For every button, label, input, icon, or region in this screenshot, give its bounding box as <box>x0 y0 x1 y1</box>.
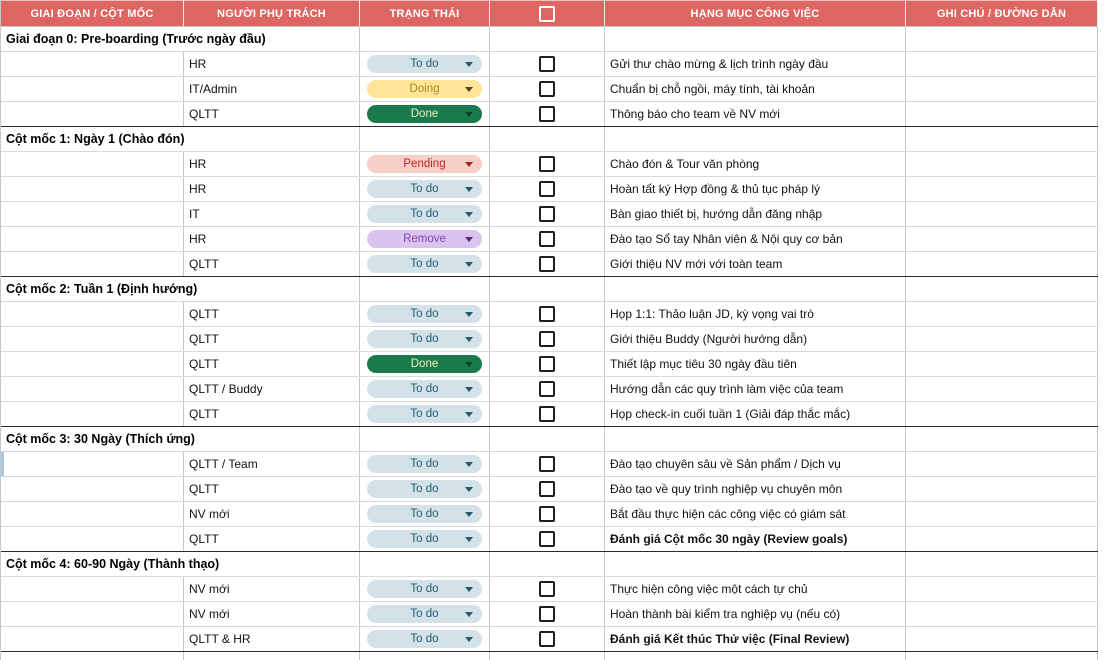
dropdown-arrow-icon <box>465 237 473 242</box>
status-pill[interactable] <box>367 230 482 248</box>
status-pill[interactable] <box>367 80 482 98</box>
owner-cell[interactable] <box>184 652 360 660</box>
task-cell[interactable] <box>605 552 906 576</box>
status-label: To do <box>410 208 439 220</box>
status-pill[interactable] <box>367 205 482 223</box>
owner-cell[interactable]: HR <box>184 152 360 176</box>
note-cell[interactable] <box>906 477 1098 501</box>
task-cell[interactable]: Thiết lập mục tiêu 30 ngày đầu tiên <box>605 352 906 376</box>
status-pill[interactable] <box>367 505 482 523</box>
phase-cell[interactable] <box>1 202 184 226</box>
dropdown-arrow-icon <box>465 312 473 317</box>
row-checkbox[interactable] <box>539 81 555 97</box>
row-checkbox[interactable] <box>539 406 555 422</box>
phase-cell[interactable] <box>1 452 184 476</box>
status-cell[interactable] <box>360 577 490 601</box>
task-row <box>1 402 1098 427</box>
owner-cell[interactable]: QLTT / Team <box>184 452 360 476</box>
checkbox-cell[interactable] <box>490 327 605 351</box>
phase-cell[interactable] <box>1 177 184 201</box>
section-row <box>1 426 1098 452</box>
note-cell[interactable] <box>906 302 1098 326</box>
section-row <box>1 126 1098 152</box>
status-pill[interactable] <box>367 580 482 598</box>
owner-cell[interactable]: QLTT <box>184 477 360 501</box>
status-pill[interactable] <box>367 405 482 423</box>
col-header-owner[interactable]: NGƯỜI PHỤ TRÁCH <box>184 0 360 26</box>
dropdown-arrow-icon <box>465 537 473 542</box>
section-title-cell[interactable]: Cột mốc 3: 30 Ngày (Thích ứng) <box>1 427 360 451</box>
rows-container <box>1 27 1098 652</box>
status-label: To do <box>410 408 439 420</box>
checkbox-cell[interactable] <box>490 602 605 626</box>
note-cell[interactable] <box>906 352 1098 376</box>
task-cell[interactable]: Họp check-in cuối tuần 1 (Giải đáp thắc mắc) <box>605 402 906 426</box>
owner-cell[interactable]: QLTT <box>184 352 360 376</box>
status-cell[interactable] <box>360 652 490 660</box>
status-cell[interactable] <box>360 502 490 526</box>
col-header-checkbox[interactable] <box>490 0 605 26</box>
note-cell[interactable] <box>906 252 1098 276</box>
phase-cell[interactable] <box>1 402 184 426</box>
task-row <box>1 627 1098 652</box>
status-cell[interactable] <box>360 402 490 426</box>
status-pill[interactable] <box>367 530 482 548</box>
dropdown-arrow-icon <box>465 487 473 492</box>
row-checkbox[interactable] <box>539 606 555 622</box>
task-cell[interactable]: Chào đón & Tour văn phòng <box>605 152 906 176</box>
status-pill[interactable] <box>367 305 482 323</box>
phase-cell[interactable] <box>1 502 184 526</box>
note-cell[interactable] <box>906 552 1098 576</box>
checkbox-cell[interactable] <box>490 227 605 251</box>
status-label: Doing <box>409 83 440 95</box>
task-cell[interactable]: Đánh giá Cột mốc 30 ngày (Review goals) <box>605 527 906 551</box>
task-cell[interactable]: Bàn giao thiết bị, hướng dẫn đăng nhập <box>605 202 906 226</box>
note-cell[interactable] <box>906 327 1098 351</box>
status-cell[interactable] <box>360 277 490 301</box>
checkbox-cell[interactable] <box>490 652 605 660</box>
owner-cell[interactable]: QLTT / Buddy <box>184 377 360 401</box>
owner-cell[interactable]: QLTT <box>184 302 360 326</box>
dropdown-arrow-icon <box>465 262 473 267</box>
owner-cell[interactable]: QLTT <box>184 527 360 551</box>
dropdown-arrow-icon <box>465 187 473 192</box>
status-label: Done <box>410 358 439 370</box>
checkbox-cell[interactable] <box>490 52 605 76</box>
col-header-status[interactable]: TRẠNG THÁI <box>360 0 490 26</box>
status-cell[interactable] <box>360 227 490 251</box>
task-row <box>1 577 1098 602</box>
status-label: To do <box>410 508 439 520</box>
status-pill[interactable] <box>367 355 482 373</box>
note-cell[interactable] <box>906 527 1098 551</box>
row-checkbox[interactable] <box>539 481 555 497</box>
row-checkbox[interactable] <box>539 456 555 472</box>
task-cell[interactable]: Đào tạo Sổ tay Nhân viên & Nội quy cơ bản <box>605 227 906 251</box>
owner-cell[interactable]: IT <box>184 202 360 226</box>
status-pill[interactable] <box>367 330 482 348</box>
phase-cell[interactable] <box>1 602 184 626</box>
phase-cell[interactable] <box>1 152 184 176</box>
checkbox-cell[interactable] <box>490 177 605 201</box>
dropdown-arrow-icon <box>465 412 473 417</box>
owner-cell[interactable]: QLTT <box>184 327 360 351</box>
status-label: To do <box>410 483 439 495</box>
status-pill[interactable] <box>367 255 482 273</box>
status-pill[interactable] <box>367 380 482 398</box>
task-row <box>1 377 1098 402</box>
owner-cell[interactable]: QLTT <box>184 402 360 426</box>
status-label: To do <box>410 333 439 345</box>
owner-cell[interactable]: NV mới <box>184 602 360 626</box>
col-header-task[interactable]: HẠNG MỤC CÔNG VIỆC <box>605 0 906 26</box>
task-cell[interactable] <box>605 27 906 51</box>
owner-cell[interactable]: NV mới <box>184 502 360 526</box>
dropdown-arrow-icon <box>465 612 473 617</box>
task-cell[interactable]: Giới thiệu NV mới với toàn team <box>605 252 906 276</box>
status-label: Done <box>410 108 439 120</box>
owner-cell[interactable]: QLTT & HR <box>184 627 360 651</box>
section-row <box>1 27 1098 52</box>
owner-cell[interactable]: HR <box>184 52 360 76</box>
owner-cell[interactable]: IT/Admin <box>184 77 360 101</box>
phase-cell[interactable] <box>1 77 184 101</box>
phase-cell[interactable] <box>1 527 184 551</box>
row-checkbox[interactable] <box>539 331 555 347</box>
phase-cell[interactable] <box>1 102 184 126</box>
phase-cell[interactable] <box>1 227 184 251</box>
task-cell[interactable]: Họp 1:1: Thảo luận JD, kỳ vọng vai trò <box>605 302 906 326</box>
status-pill[interactable] <box>367 480 482 498</box>
task-cell[interactable]: Đánh giá Kết thúc Thử việc (Final Review) <box>605 627 906 651</box>
row-checkbox[interactable] <box>539 581 555 597</box>
task-row <box>1 352 1098 377</box>
row-checkbox[interactable] <box>539 506 555 522</box>
note-cell[interactable] <box>906 152 1098 176</box>
note-cell[interactable] <box>906 427 1098 451</box>
task-cell[interactable]: Bắt đầu thực hiện các công việc có giám sát <box>605 502 906 526</box>
checkbox-cell[interactable] <box>490 577 605 601</box>
task-cell[interactable]: Đào tạo chuyên sâu về Sản phẩm / Dịch vụ <box>605 452 906 476</box>
status-pill[interactable] <box>367 630 482 648</box>
note-cell[interactable] <box>906 202 1098 226</box>
status-cell[interactable] <box>360 377 490 401</box>
task-row <box>1 202 1098 227</box>
checkbox-cell[interactable] <box>490 502 605 526</box>
task-row <box>1 177 1098 202</box>
task-row <box>1 152 1098 177</box>
status-cell[interactable] <box>360 152 490 176</box>
col-header-phase[interactable]: GIAI ĐOẠN / CỘT MỐC <box>1 0 184 26</box>
owner-cell[interactable]: HR <box>184 177 360 201</box>
status-cell[interactable] <box>360 177 490 201</box>
task-row <box>1 327 1098 352</box>
phase-cell[interactable] <box>1 477 184 501</box>
status-label: To do <box>410 633 439 645</box>
status-cell[interactable] <box>360 52 490 76</box>
status-cell[interactable] <box>360 252 490 276</box>
task-cell[interactable]: Hoàn tất ký Hợp đồng & thủ tục pháp lý <box>605 177 906 201</box>
status-cell[interactable] <box>360 552 490 576</box>
owner-cell[interactable]: QLTT <box>184 252 360 276</box>
status-label: To do <box>410 258 439 270</box>
status-cell[interactable] <box>360 602 490 626</box>
row-checkbox[interactable] <box>539 156 555 172</box>
row-checkbox[interactable] <box>539 231 555 247</box>
checkbox-cell[interactable] <box>490 627 605 651</box>
row-checkbox[interactable] <box>539 106 555 122</box>
checkbox-cell[interactable] <box>490 352 605 376</box>
checkbox-cell[interactable] <box>490 377 605 401</box>
dropdown-arrow-icon <box>465 512 473 517</box>
owner-cell[interactable]: QLTT <box>184 102 360 126</box>
status-pill[interactable] <box>367 155 482 173</box>
task-cell[interactable] <box>605 127 906 151</box>
status-cell[interactable] <box>360 202 490 226</box>
task-cell[interactable] <box>605 427 906 451</box>
status-label: To do <box>410 58 439 70</box>
select-all-checkbox[interactable] <box>539 6 555 22</box>
status-label: To do <box>410 583 439 595</box>
note-cell[interactable] <box>906 102 1098 126</box>
task-row <box>1 302 1098 327</box>
status-cell[interactable] <box>360 127 490 151</box>
task-cell[interactable]: Hướng dẫn các quy trình làm việc của team <box>605 377 906 401</box>
checkbox-cell[interactable] <box>490 202 605 226</box>
status-pill[interactable] <box>367 605 482 623</box>
note-cell[interactable] <box>906 577 1098 601</box>
owner-cell[interactable]: HR <box>184 227 360 251</box>
status-cell[interactable] <box>360 477 490 501</box>
status-pill[interactable] <box>367 180 482 198</box>
status-cell[interactable] <box>360 302 490 326</box>
row-checkbox[interactable] <box>539 181 555 197</box>
task-cell[interactable]: Thực hiện công việc một cách tự chủ <box>605 577 906 601</box>
task-row <box>1 227 1098 252</box>
dropdown-arrow-icon <box>465 112 473 117</box>
row-checkbox[interactable] <box>539 206 555 222</box>
status-cell[interactable] <box>360 77 490 101</box>
note-cell[interactable] <box>906 27 1098 51</box>
section-title-cell[interactable]: Cột mốc 2: Tuần 1 (Định hướng) <box>1 277 360 301</box>
task-row <box>1 452 1098 477</box>
partial-row <box>1 651 1098 660</box>
checkbox-cell[interactable] <box>490 527 605 551</box>
task-cell[interactable]: Hoàn thành bài kiểm tra nghiệp vụ (nếu có) <box>605 602 906 626</box>
note-cell[interactable] <box>906 52 1098 76</box>
checkbox-cell[interactable] <box>490 402 605 426</box>
task-row <box>1 477 1098 502</box>
status-pill[interactable] <box>367 55 482 73</box>
phase-cell[interactable] <box>1 627 184 651</box>
row-checkbox[interactable] <box>539 531 555 547</box>
dropdown-arrow-icon <box>465 387 473 392</box>
status-pill[interactable] <box>367 105 482 123</box>
status-label: To do <box>410 608 439 620</box>
status-cell[interactable] <box>360 527 490 551</box>
status-cell[interactable] <box>360 352 490 376</box>
checkbox-cell[interactable] <box>490 152 605 176</box>
phase-cell[interactable] <box>1 52 184 76</box>
status-label: To do <box>410 458 439 470</box>
status-cell[interactable] <box>360 102 490 126</box>
checkbox-cell[interactable] <box>490 452 605 476</box>
dropdown-arrow-icon <box>465 462 473 467</box>
note-cell[interactable] <box>906 177 1098 201</box>
note-cell[interactable] <box>906 377 1098 401</box>
checkbox-cell[interactable] <box>490 477 605 501</box>
owner-cell[interactable]: NV mới <box>184 577 360 601</box>
checkbox-cell[interactable] <box>490 127 605 151</box>
checkbox-cell[interactable] <box>490 102 605 126</box>
dropdown-arrow-icon <box>465 587 473 592</box>
section-row <box>1 276 1098 302</box>
status-cell[interactable] <box>360 27 490 51</box>
task-cell[interactable]: Đào tạo về quy trình nghiệp vụ chuyên môn <box>605 477 906 501</box>
checkbox-cell[interactable] <box>490 277 605 301</box>
status-label: To do <box>410 183 439 195</box>
status-cell[interactable] <box>360 627 490 651</box>
note-cell[interactable] <box>906 277 1098 301</box>
note-cell[interactable] <box>906 502 1098 526</box>
status-cell[interactable] <box>360 427 490 451</box>
task-row <box>1 52 1098 77</box>
col-header-notes[interactable]: GHI CHÚ / ĐƯỜNG DẪN <box>906 0 1098 26</box>
row-checkbox[interactable] <box>539 381 555 397</box>
selection-highlight <box>1 452 4 476</box>
note-cell[interactable] <box>906 127 1098 151</box>
checkbox-cell[interactable] <box>490 552 605 576</box>
note-cell[interactable] <box>906 452 1098 476</box>
task-cell[interactable]: Giới thiệu Buddy (Người hướng dẫn) <box>605 327 906 351</box>
task-cell[interactable]: Gửi thư chào mừng & lịch trình ngày đầu <box>605 52 906 76</box>
row-checkbox[interactable] <box>539 256 555 272</box>
dropdown-arrow-icon <box>465 87 473 92</box>
checkbox-cell[interactable] <box>490 77 605 101</box>
checkbox-cell[interactable] <box>490 27 605 51</box>
section-title-cell[interactable]: Cột mốc 4: 60-90 Ngày (Thành thạo) <box>1 552 360 576</box>
note-cell[interactable] <box>906 77 1098 101</box>
note-cell[interactable] <box>906 602 1098 626</box>
task-row <box>1 527 1098 552</box>
checkbox-cell[interactable] <box>490 252 605 276</box>
phase-cell[interactable] <box>1 302 184 326</box>
phase-cell[interactable] <box>1 352 184 376</box>
note-cell[interactable] <box>906 627 1098 651</box>
note-cell[interactable] <box>906 227 1098 251</box>
task-cell[interactable]: Thông báo cho team về NV mới <box>605 102 906 126</box>
status-cell[interactable] <box>360 327 490 351</box>
task-row <box>1 502 1098 527</box>
phase-cell[interactable] <box>1 252 184 276</box>
status-label: Pending <box>403 158 446 170</box>
task-cell[interactable]: Chuẩn bị chỗ ngồi, máy tính, tài khoản <box>605 77 906 101</box>
task-row <box>1 252 1098 277</box>
phase-cell[interactable] <box>1 652 184 660</box>
dropdown-arrow-icon <box>465 62 473 67</box>
task-row <box>1 602 1098 627</box>
phase-cell[interactable] <box>1 577 184 601</box>
note-cell[interactable] <box>906 402 1098 426</box>
status-pill[interactable] <box>367 455 482 473</box>
row-checkbox[interactable] <box>539 356 555 372</box>
dropdown-arrow-icon <box>465 637 473 642</box>
checkbox-cell[interactable] <box>490 302 605 326</box>
task-row <box>1 77 1098 102</box>
dropdown-arrow-icon <box>465 362 473 367</box>
checkbox-cell[interactable] <box>490 427 605 451</box>
phase-cell[interactable] <box>1 377 184 401</box>
section-row <box>1 551 1098 577</box>
task-cell[interactable] <box>605 277 906 301</box>
status-label: To do <box>410 383 439 395</box>
task-row <box>1 102 1098 127</box>
note-cell[interactable] <box>906 652 1098 660</box>
status-label: To do <box>410 308 439 320</box>
dropdown-arrow-icon <box>465 162 473 167</box>
status-cell[interactable] <box>360 452 490 476</box>
status-label: Remove <box>403 233 446 245</box>
section-title-cell[interactable]: Giai đoạn 0: Pre-boarding (Trước ngày đầu) <box>1 27 360 51</box>
row-checkbox[interactable] <box>539 306 555 322</box>
status-label: To do <box>410 533 439 545</box>
row-checkbox[interactable] <box>539 631 555 647</box>
row-checkbox[interactable] <box>539 56 555 72</box>
section-title-cell[interactable]: Cột mốc 1: Ngày 1 (Chào đón) <box>1 127 360 151</box>
header-row <box>1 0 1098 27</box>
phase-cell[interactable] <box>1 327 184 351</box>
task-cell[interactable] <box>605 652 906 660</box>
dropdown-arrow-icon <box>465 212 473 217</box>
dropdown-arrow-icon <box>465 337 473 342</box>
